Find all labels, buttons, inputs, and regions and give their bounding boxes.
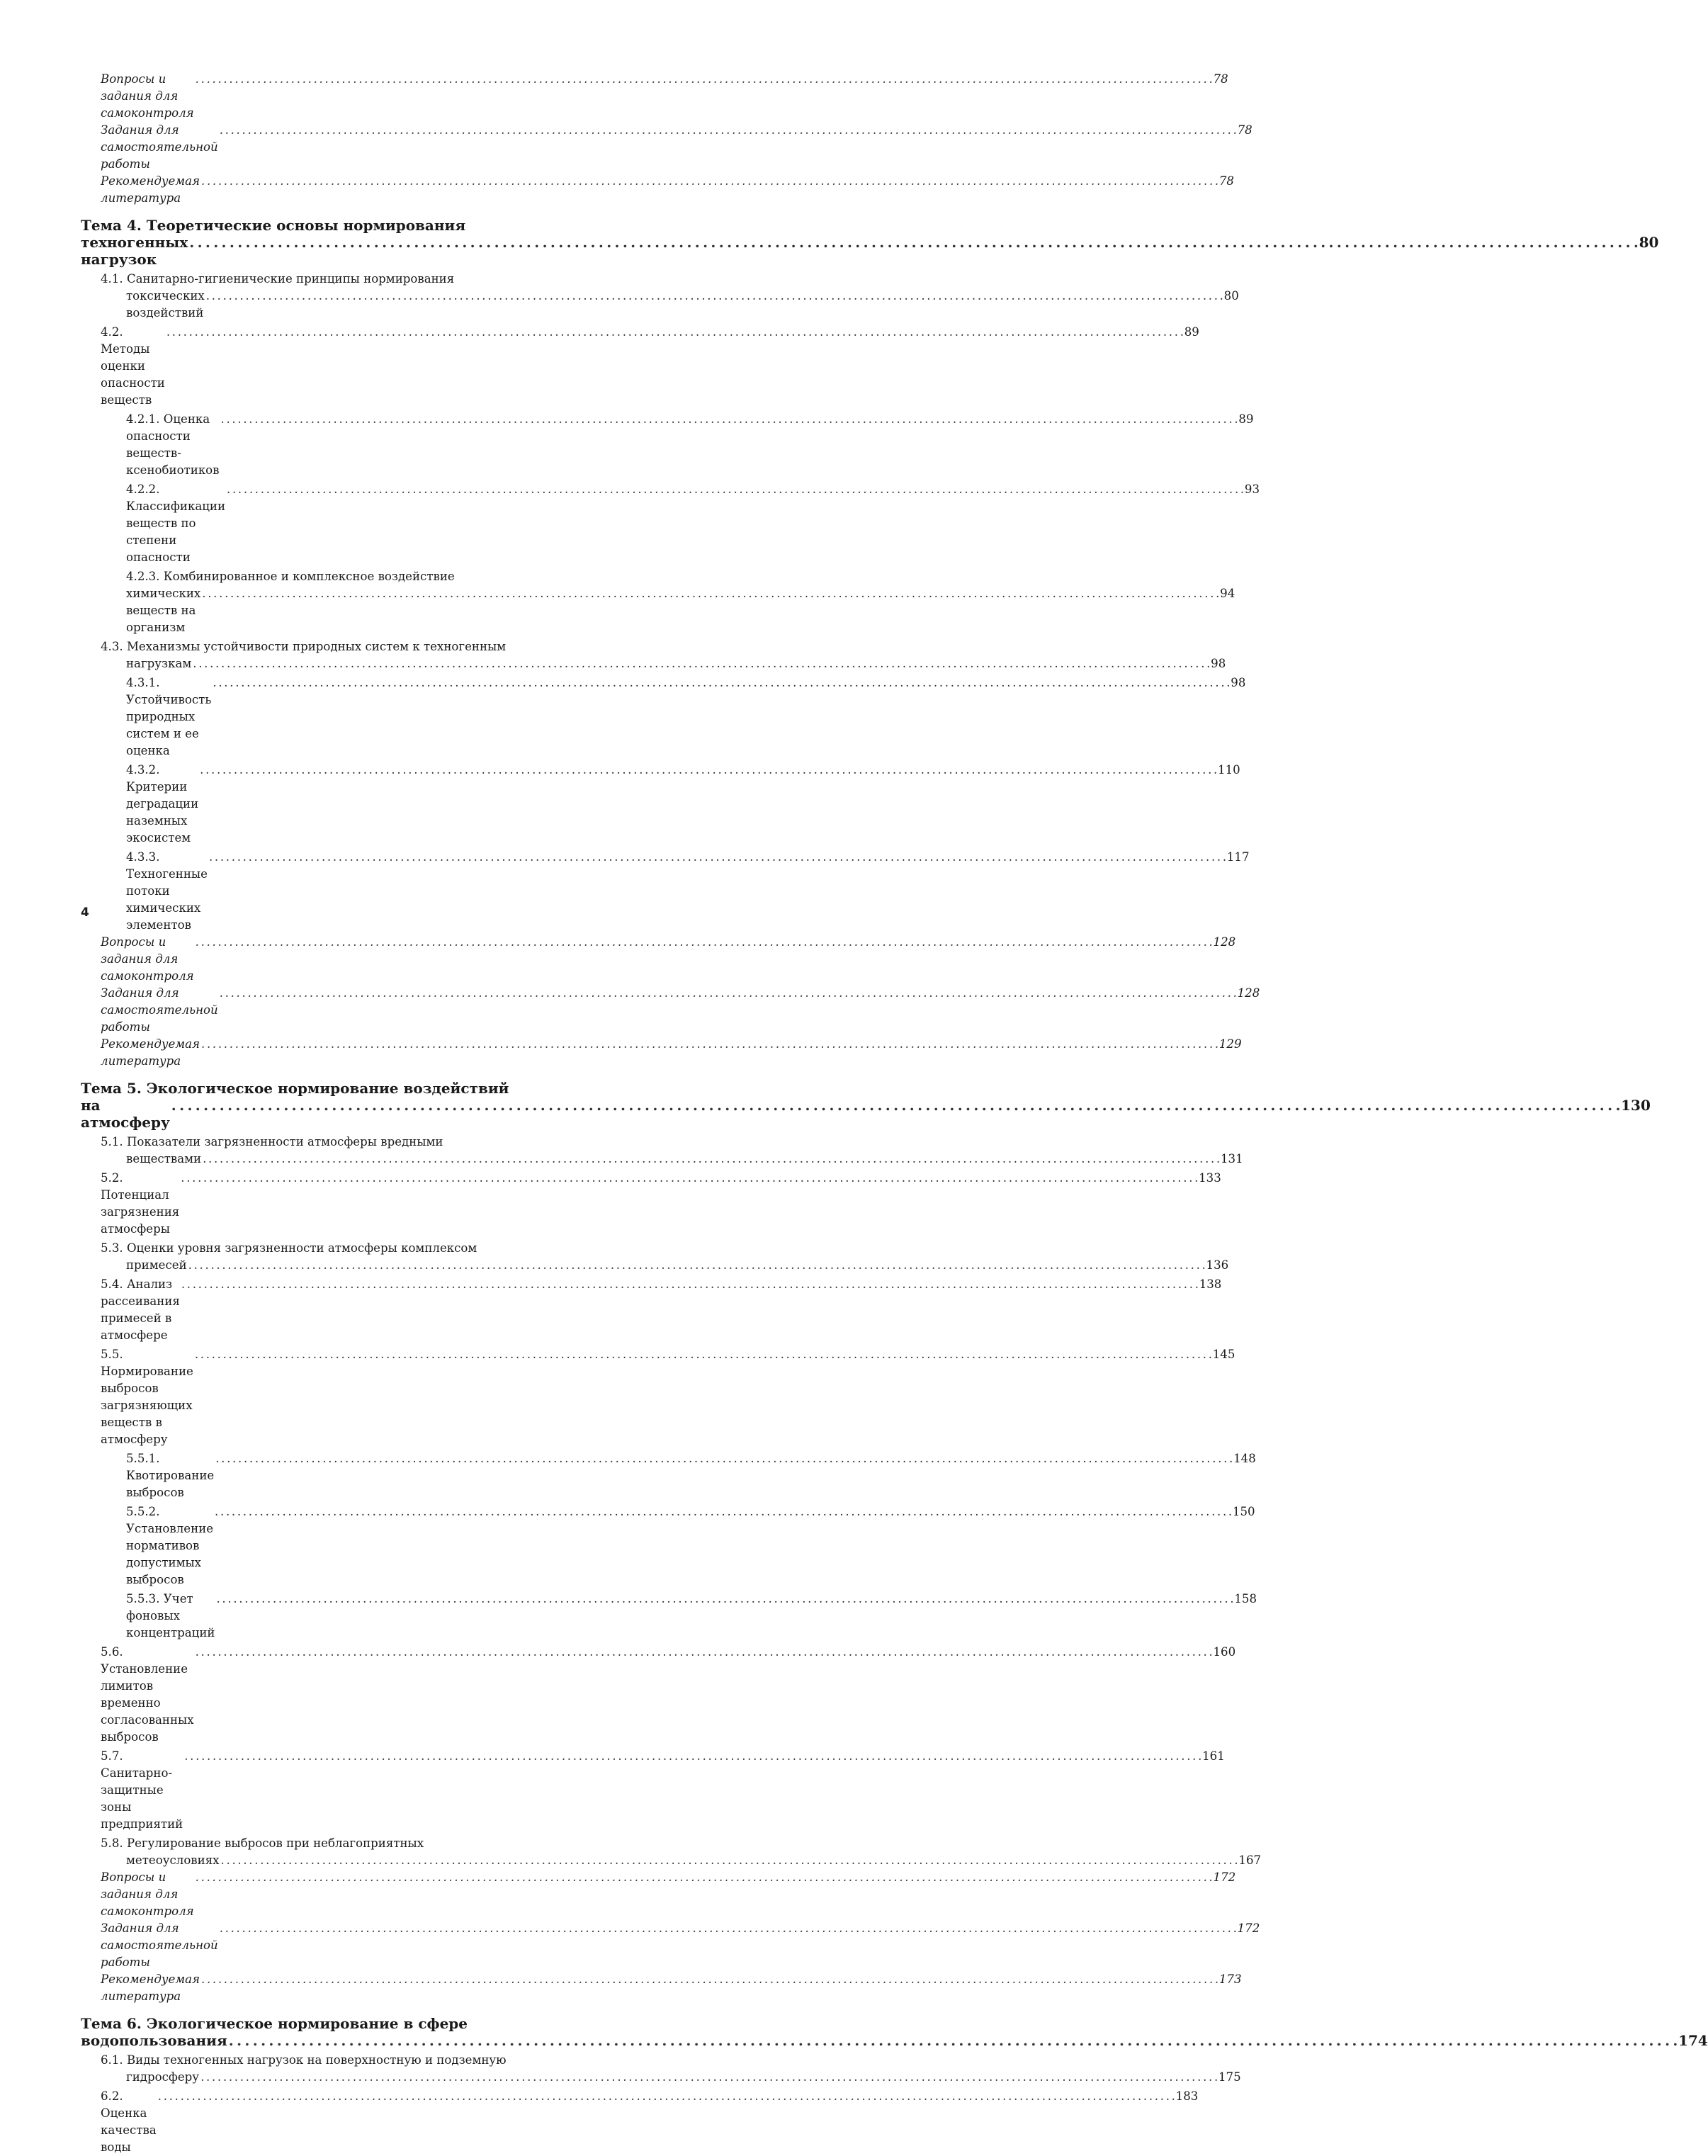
- toc-entry-recommended-literature[interactable]: Рекомендуемая литература . . . 78: [81, 173, 558, 207]
- toc-entry-self-check-questions[interactable]: Вопросы и задания для самоконтроля . . . 172: [81, 1869, 558, 1920]
- toc-entry-6-1[interactable]: 6.1. Виды техногенных нагрузок на поверхностную и подземную гидросферу . . . 175: [81, 2052, 558, 2086]
- toc-entry-self-check-questions[interactable]: Вопросы и задания для самоконтроля . . . 128: [81, 934, 558, 985]
- toc-entry-independent-work[interactable]: Задания для самостоятельной работы . . . 172: [81, 1920, 558, 1971]
- toc-entry-5-6[interactable]: 5.6. Установление лимитов временно согласованных выбросов . . . 160: [81, 1644, 558, 1746]
- toc-entry-5-8[interactable]: 5.8. Регулирование выбросов при неблагоприятных метеоусловиях . . . 167: [81, 1835, 558, 1869]
- toc-entry-independent-work[interactable]: Задания для самостоятельной работы . . . 128: [81, 985, 558, 1036]
- toc-entry-5-5-3[interactable]: 5.5.3. Учет фоновых концентраций . . . 158: [81, 1591, 558, 1642]
- toc-entry-5-5-1[interactable]: 5.5.1. Квотирование выбросов . . . 148: [81, 1450, 558, 1501]
- toc-entry-5-5-2[interactable]: 5.5.2. Установление нормативов допустимых выбросов . . . 150: [81, 1503, 558, 1588]
- toc-entry-5-3[interactable]: 5.3. Оценки уровня загрязненности атмосферы комплексом примесей . . . 136: [81, 1240, 558, 1274]
- toc-entry-recommended-literature[interactable]: Рекомендуемая литература . . . 173: [81, 1971, 558, 2005]
- toc-topic-4[interactable]: Тема 4. Теоретические основы нормирования техногенных нагрузок . . . 80: [81, 217, 558, 268]
- toc-entry-5-2[interactable]: 5.2. Потенциал загрязнения атмосферы . . . 133: [81, 1170, 558, 1238]
- toc-entry-4-3-2[interactable]: 4.3.2. Критерии деградации наземных экосистем . . . 110: [81, 762, 558, 847]
- toc-entry-5-4[interactable]: 5.4. Анализ рассеивания примесей в атмосфере . . . 138: [81, 1276, 558, 1344]
- table-of-contents: [81, 71, 1708, 2156]
- toc-entry-4-3-3[interactable]: 4.3.3. Техногенные потоки химических элементов . . . 117: [81, 849, 558, 934]
- toc-topic-6[interactable]: Тема 6. Экологическое нормирование в сфере водопользования . . . 174: [81, 2015, 558, 2049]
- toc-entry-recommended-literature[interactable]: Рекомендуемая литература . . . 129: [81, 1036, 558, 1070]
- page-number: 4: [81, 905, 89, 920]
- toc-entry-4-1[interactable]: 4.1. Санитарно-гигиенические принципы нормирования токсических воздействий . . . 80: [81, 271, 558, 322]
- toc-entry-4-2[interactable]: 4.2. Методы оценки опасности веществ . . . 89: [81, 324, 558, 409]
- toc-entry-4-2-1[interactable]: 4.2.1. Оценка опасности веществ-ксенобиотиков . . . 89: [81, 411, 558, 479]
- toc-topic-5[interactable]: Тема 5. Экологическое нормирование воздействий на атмосферу . . . 130: [81, 1080, 558, 1131]
- toc-entry-5-7[interactable]: 5.7. Санитарно-защитные зоны предприятий . . . 161: [81, 1748, 558, 1833]
- toc-entry-5-5[interactable]: 5.5. Нормирование выбросов загрязняющих веществ в атмосферу . . . 145: [81, 1346, 558, 1448]
- toc-entry-4-3[interactable]: 4.3. Механизмы устойчивости природных систем к техногенным нагрузкам . . . 98: [81, 638, 558, 672]
- toc-entry-5-1[interactable]: 5.1. Показатели загрязненности атмосферы вредными веществами . . . 131: [81, 1134, 558, 1168]
- toc-entry-6-2[interactable]: 6.2. Оценка качества воды . . . 183: [81, 2088, 558, 2156]
- toc-entry-independent-work[interactable]: Задания для самостоятельной работы . . . 78: [81, 122, 558, 173]
- toc-entry-4-3-1[interactable]: 4.3.1. Устойчивость природных систем и ее оценка . . . 98: [81, 675, 558, 760]
- toc-entry-self-check-questions[interactable]: Вопросы и задания для самоконтроля . . . 78: [81, 71, 558, 122]
- toc-entry-4-2-3[interactable]: 4.2.3. Комбинированное и комплексное воздействие химических веществ на организм . . . 94: [81, 568, 558, 636]
- toc-entry-4-2-2[interactable]: 4.2.2. Классификации веществ по степени опасности . . . 93: [81, 481, 558, 566]
